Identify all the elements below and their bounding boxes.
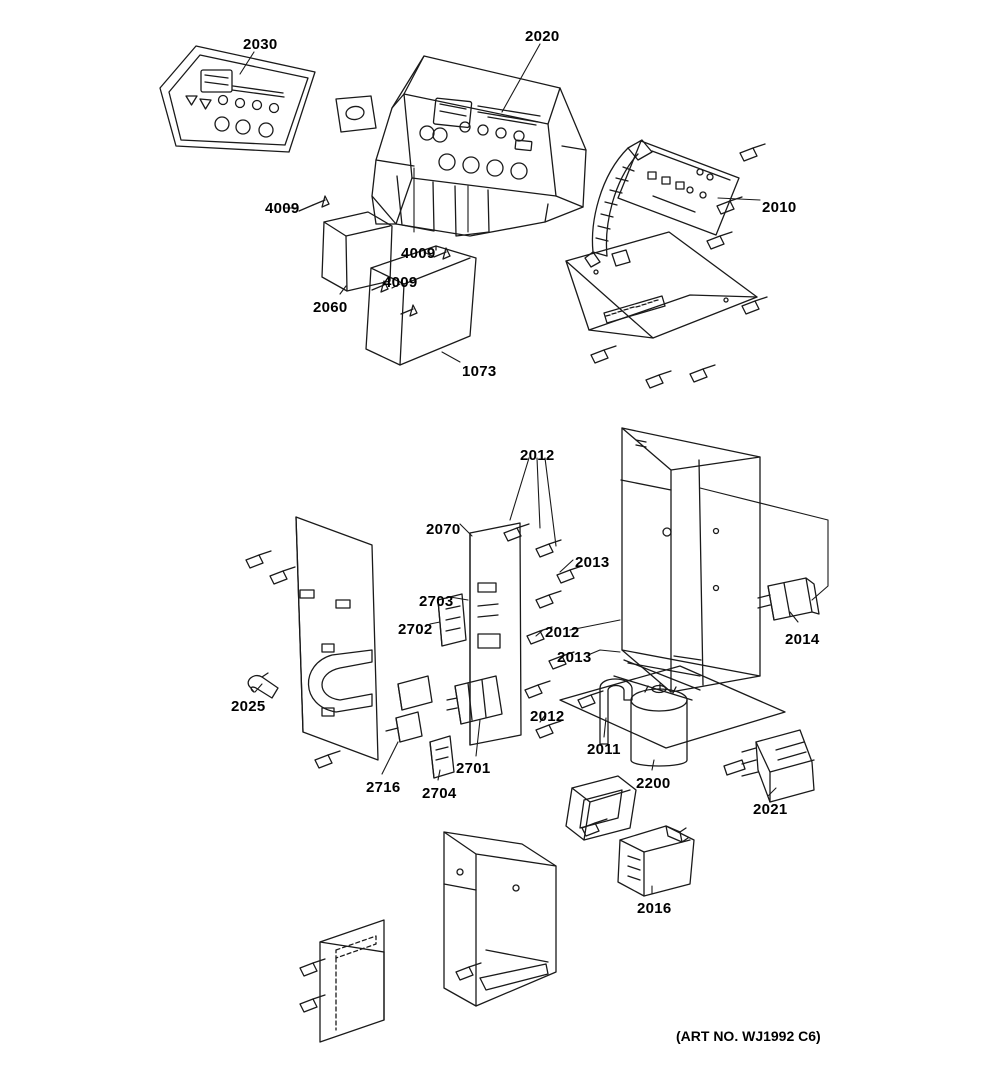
callout-2013-b: 2013 bbox=[557, 649, 592, 666]
callout-2020: 2020 bbox=[525, 28, 560, 45]
callout-2030: 2030 bbox=[243, 36, 278, 53]
callout-1073: 1073 bbox=[462, 363, 497, 380]
callout-2200: 2200 bbox=[636, 775, 671, 792]
callout-2702: 2702 bbox=[398, 621, 433, 638]
callout-2012-c: 2012 bbox=[530, 708, 565, 725]
part-bottom-panel bbox=[320, 920, 384, 1042]
part-2070-inner-panel bbox=[470, 523, 521, 745]
callout-2716: 2716 bbox=[366, 779, 401, 796]
part-wire-harness bbox=[585, 140, 652, 267]
callout-2013-a: 2013 bbox=[575, 554, 610, 571]
part-2030-control-overlay bbox=[160, 46, 315, 152]
part-screws-bottom bbox=[300, 959, 481, 1012]
callout-2011: 2011 bbox=[587, 741, 621, 758]
part-2716-block bbox=[386, 712, 422, 742]
callout-2010: 2010 bbox=[762, 199, 797, 216]
part-2020-control-housing bbox=[372, 56, 586, 236]
part-main-cabinet bbox=[621, 428, 760, 692]
callout-2060: 2060 bbox=[313, 299, 348, 316]
art-number-label: (ART NO. WJ1992 C6) bbox=[676, 1028, 821, 1044]
part-2014-relay bbox=[758, 578, 819, 620]
callout-2014: 2014 bbox=[785, 631, 820, 648]
callout-2025: 2025 bbox=[231, 698, 266, 715]
callout-2703: 2703 bbox=[419, 593, 454, 610]
part-left-side-panel bbox=[296, 517, 378, 760]
callout-2701: 2701 bbox=[456, 760, 491, 777]
part-2704-bracket bbox=[430, 736, 454, 778]
part-bracket-small bbox=[336, 96, 376, 132]
part-2016-component bbox=[618, 826, 694, 896]
callout-4009-c: 4009 bbox=[383, 274, 418, 291]
callout-2012-b: 2012 bbox=[545, 624, 580, 641]
part-2701-switch-block bbox=[447, 676, 502, 724]
part-2021-transformer bbox=[724, 730, 814, 802]
part-rear-panel-top bbox=[566, 232, 757, 338]
callout-2704: 2704 bbox=[422, 785, 457, 802]
callout-4009-b: 4009 bbox=[401, 245, 436, 262]
callout-2016: 2016 bbox=[637, 900, 672, 917]
callout-2012-a: 2012 bbox=[520, 447, 555, 464]
part-small-bracket-mid bbox=[398, 676, 432, 710]
callout-4009-a: 4009 bbox=[265, 200, 300, 217]
part-1073-cover bbox=[366, 246, 476, 365]
part-2025-clip bbox=[248, 673, 278, 698]
callout-2021: 2021 bbox=[753, 801, 788, 818]
callout-2070: 2070 bbox=[426, 521, 461, 538]
part-duct-frame bbox=[566, 776, 636, 840]
part-cabinet-base bbox=[560, 666, 785, 748]
leader-lines bbox=[240, 44, 828, 894]
